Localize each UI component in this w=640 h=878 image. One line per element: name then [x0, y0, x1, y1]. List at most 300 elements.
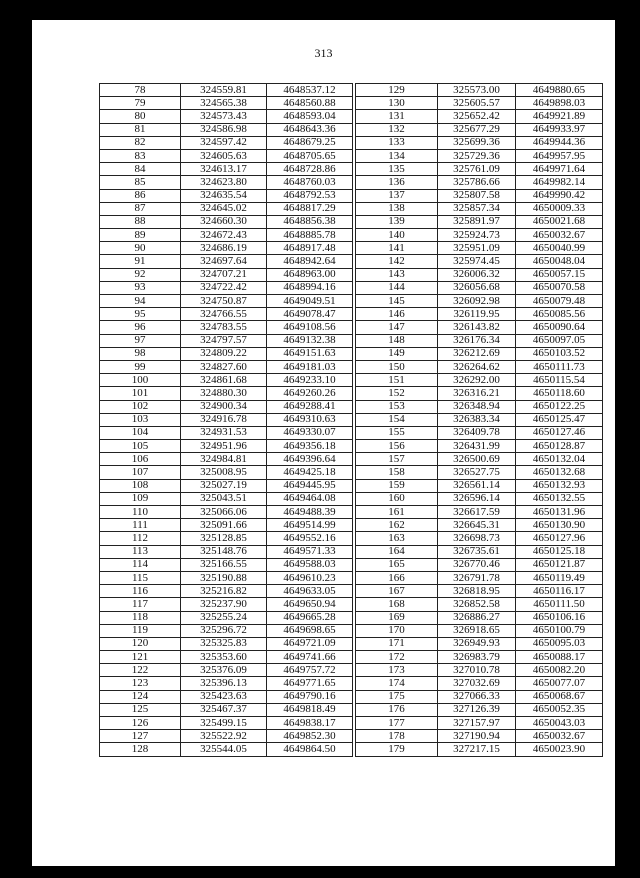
- x-coordinate-cell: 325325.83: [181, 637, 267, 650]
- x-coordinate-cell: 326348.94: [438, 400, 516, 413]
- table-row: [356, 308, 603, 321]
- y-coordinate-cell: 4649665.28: [267, 611, 353, 624]
- x-coordinate-cell: 326852.58: [438, 598, 516, 611]
- point-number-cell: 121: [100, 651, 181, 664]
- point-number-cell: 109: [100, 492, 181, 505]
- table-row: [100, 374, 353, 387]
- point-number-cell: 85: [100, 176, 181, 189]
- y-coordinate-cell: 4650048.04: [516, 255, 603, 268]
- table-row: [100, 466, 353, 479]
- table-row: [100, 202, 353, 215]
- point-number-cell: 154: [356, 413, 438, 426]
- x-coordinate-cell: 326698.73: [438, 532, 516, 545]
- point-number-cell: 170: [356, 624, 438, 637]
- point-number-cell: 167: [356, 585, 438, 598]
- point-number-cell: 129: [356, 84, 438, 97]
- x-coordinate-cell: 327126.39: [438, 703, 516, 716]
- point-number-cell: 112: [100, 532, 181, 545]
- table-row: [100, 321, 353, 334]
- point-number-cell: 78: [100, 84, 181, 97]
- table-row: [100, 637, 353, 650]
- table-row: [100, 717, 353, 730]
- x-coordinate-cell: 324559.81: [181, 84, 267, 97]
- y-coordinate-cell: 4649650.94: [267, 598, 353, 611]
- point-number-cell: 107: [100, 466, 181, 479]
- table-row: [356, 585, 603, 598]
- x-coordinate-cell: 325353.60: [181, 651, 267, 664]
- x-coordinate-cell: 326561.14: [438, 479, 516, 492]
- x-coordinate-cell: 326176.34: [438, 334, 516, 347]
- x-coordinate-cell: 325699.36: [438, 136, 516, 149]
- table-row: [356, 466, 603, 479]
- table-row: [356, 426, 603, 439]
- y-coordinate-cell: 4650082.20: [516, 664, 603, 677]
- y-coordinate-cell: 4649233.10: [267, 374, 353, 387]
- y-coordinate-cell: 4649288.41: [267, 400, 353, 413]
- point-number-cell: 148: [356, 334, 438, 347]
- table-row: [100, 611, 353, 624]
- y-coordinate-cell: 4650040.99: [516, 242, 603, 255]
- point-number-cell: 108: [100, 479, 181, 492]
- table-row: [356, 519, 603, 532]
- y-coordinate-cell: 4648885.78: [267, 229, 353, 242]
- y-coordinate-cell: 4649898.03: [516, 97, 603, 110]
- table-row: [100, 585, 353, 598]
- x-coordinate-cell: 324613.17: [181, 163, 267, 176]
- point-number-cell: 151: [356, 374, 438, 387]
- y-coordinate-cell: 4648679.25: [267, 136, 353, 149]
- x-coordinate-cell: 325027.19: [181, 479, 267, 492]
- y-coordinate-cell: 4649260.26: [267, 387, 353, 400]
- x-coordinate-cell: 324931.53: [181, 426, 267, 439]
- x-coordinate-cell: 326383.34: [438, 413, 516, 426]
- point-number-cell: 153: [356, 400, 438, 413]
- point-number-cell: 136: [356, 176, 438, 189]
- table-row: [356, 453, 603, 466]
- y-coordinate-cell: 4649464.08: [267, 492, 353, 505]
- point-number-cell: 101: [100, 387, 181, 400]
- x-coordinate-cell: 326645.31: [438, 519, 516, 532]
- point-number-cell: 122: [100, 664, 181, 677]
- x-coordinate-cell: 325729.36: [438, 149, 516, 162]
- table-row: [356, 664, 603, 677]
- y-coordinate-cell: 4649132.38: [267, 334, 353, 347]
- y-coordinate-cell: 4649957.95: [516, 149, 603, 162]
- table-row: [356, 440, 603, 453]
- table-row: [100, 426, 353, 439]
- table-row: [356, 743, 603, 756]
- point-number-cell: 137: [356, 189, 438, 202]
- table-row: [356, 136, 603, 149]
- x-coordinate-cell: 325091.66: [181, 519, 267, 532]
- y-coordinate-cell: 4649151.63: [267, 347, 353, 360]
- point-number-cell: 163: [356, 532, 438, 545]
- point-number-cell: 146: [356, 308, 438, 321]
- x-coordinate-cell: 324861.68: [181, 374, 267, 387]
- table-row: [356, 281, 603, 294]
- point-number-cell: 172: [356, 651, 438, 664]
- y-coordinate-cell: 4649771.65: [267, 677, 353, 690]
- point-number-cell: 92: [100, 268, 181, 281]
- table-row: [100, 598, 353, 611]
- y-coordinate-cell: 4648728.86: [267, 163, 353, 176]
- y-coordinate-cell: 4648817.29: [267, 202, 353, 215]
- point-number-cell: 98: [100, 347, 181, 360]
- point-number-cell: 106: [100, 453, 181, 466]
- point-number-cell: 169: [356, 611, 438, 624]
- point-number-cell: 144: [356, 281, 438, 294]
- y-coordinate-cell: 4650118.60: [516, 387, 603, 400]
- point-number-cell: 174: [356, 677, 438, 690]
- table-row: [100, 163, 353, 176]
- y-coordinate-cell: 4649838.17: [267, 717, 353, 730]
- x-coordinate-cell: 325573.00: [438, 84, 516, 97]
- y-coordinate-cell: 4648856.38: [267, 215, 353, 228]
- x-coordinate-cell: 324686.19: [181, 242, 267, 255]
- point-number-cell: 156: [356, 440, 438, 453]
- y-coordinate-cell: 4649944.36: [516, 136, 603, 149]
- point-number-cell: 173: [356, 664, 438, 677]
- y-coordinate-cell: 4650088.17: [516, 651, 603, 664]
- x-coordinate-cell: 326886.27: [438, 611, 516, 624]
- y-coordinate-cell: 4650043.03: [516, 717, 603, 730]
- x-coordinate-cell: 325891.97: [438, 215, 516, 228]
- x-coordinate-cell: 325652.42: [438, 110, 516, 123]
- x-coordinate-cell: 326818.95: [438, 585, 516, 598]
- x-coordinate-cell: 326791.78: [438, 571, 516, 584]
- table-row: [100, 176, 353, 189]
- y-coordinate-cell: 4650052.35: [516, 703, 603, 716]
- table-row: [356, 242, 603, 255]
- point-number-cell: 139: [356, 215, 438, 228]
- y-coordinate-cell: 4649425.18: [267, 466, 353, 479]
- x-coordinate-cell: 326056.68: [438, 281, 516, 294]
- point-number-cell: 134: [356, 149, 438, 162]
- y-coordinate-cell: 4650103.52: [516, 347, 603, 360]
- x-coordinate-cell: 324722.42: [181, 281, 267, 294]
- table-row: [356, 334, 603, 347]
- table-row: [100, 743, 353, 756]
- y-coordinate-cell: 4650009.33: [516, 202, 603, 215]
- y-coordinate-cell: 4649864.50: [267, 743, 353, 756]
- table-row: [356, 730, 603, 743]
- document-page: [32, 20, 615, 866]
- y-coordinate-cell: 4650119.49: [516, 571, 603, 584]
- x-coordinate-cell: 324660.30: [181, 215, 267, 228]
- point-number-cell: 132: [356, 123, 438, 136]
- table-row: [100, 690, 353, 703]
- table-row: [100, 360, 353, 373]
- x-coordinate-cell: 325951.09: [438, 242, 516, 255]
- point-number-cell: 178: [356, 730, 438, 743]
- y-coordinate-cell: 4648917.48: [267, 242, 353, 255]
- y-coordinate-cell: 4649330.07: [267, 426, 353, 439]
- x-coordinate-cell: 325499.15: [181, 717, 267, 730]
- point-number-cell: 116: [100, 585, 181, 598]
- point-number-cell: 158: [356, 466, 438, 479]
- table-row: [100, 703, 353, 716]
- point-number-cell: 88: [100, 215, 181, 228]
- point-number-cell: 165: [356, 558, 438, 571]
- point-number-cell: 168: [356, 598, 438, 611]
- table-row: [100, 268, 353, 281]
- y-coordinate-cell: 4649571.33: [267, 545, 353, 558]
- y-coordinate-cell: 4650132.55: [516, 492, 603, 505]
- point-number-cell: 179: [356, 743, 438, 756]
- y-coordinate-cell: 4650023.90: [516, 743, 603, 756]
- x-coordinate-cell: 324951.96: [181, 440, 267, 453]
- table-row: [356, 176, 603, 189]
- table-row: [100, 334, 353, 347]
- y-coordinate-cell: 4650121.87: [516, 558, 603, 571]
- x-coordinate-cell: 324900.34: [181, 400, 267, 413]
- table-row: [100, 308, 353, 321]
- y-coordinate-cell: 4650127.96: [516, 532, 603, 545]
- point-number-cell: 152: [356, 387, 438, 400]
- table-row: [100, 123, 353, 136]
- x-coordinate-cell: 324916.78: [181, 413, 267, 426]
- point-number-cell: 103: [100, 413, 181, 426]
- y-coordinate-cell: 4649514.99: [267, 519, 353, 532]
- y-coordinate-cell: 4650095.03: [516, 637, 603, 650]
- x-coordinate-cell: 324809.22: [181, 347, 267, 360]
- table-row: [100, 677, 353, 690]
- x-coordinate-cell: 325605.57: [438, 97, 516, 110]
- table-row: [100, 229, 353, 242]
- y-coordinate-cell: 4649310.63: [267, 413, 353, 426]
- point-number-cell: 86: [100, 189, 181, 202]
- table-row: [356, 545, 603, 558]
- y-coordinate-cell: 4650122.25: [516, 400, 603, 413]
- point-number-cell: 104: [100, 426, 181, 439]
- point-number-cell: 162: [356, 519, 438, 532]
- x-coordinate-cell: 326527.75: [438, 466, 516, 479]
- y-coordinate-cell: 4650115.54: [516, 374, 603, 387]
- table-row: [100, 545, 353, 558]
- table-row: [356, 255, 603, 268]
- x-coordinate-cell: 326770.46: [438, 558, 516, 571]
- y-coordinate-cell: 4650127.46: [516, 426, 603, 439]
- table-row: [100, 558, 353, 571]
- table-row: [356, 321, 603, 334]
- point-number-cell: 118: [100, 611, 181, 624]
- point-number-cell: 161: [356, 506, 438, 519]
- table-row: [100, 730, 353, 743]
- y-coordinate-cell: 4649445.95: [267, 479, 353, 492]
- y-coordinate-cell: 4650032.67: [516, 229, 603, 242]
- table-row: [100, 281, 353, 294]
- y-coordinate-cell: 4649757.72: [267, 664, 353, 677]
- table-row: [356, 479, 603, 492]
- point-number-cell: 87: [100, 202, 181, 215]
- point-number-cell: 94: [100, 295, 181, 308]
- x-coordinate-cell: 325043.51: [181, 492, 267, 505]
- table-row: [100, 136, 353, 149]
- point-number-cell: 131: [356, 110, 438, 123]
- point-number-cell: 81: [100, 123, 181, 136]
- table-row: [100, 400, 353, 413]
- table-row: [100, 242, 353, 255]
- x-coordinate-cell: 325807.58: [438, 189, 516, 202]
- y-coordinate-cell: 4650106.16: [516, 611, 603, 624]
- x-coordinate-cell: 326949.93: [438, 637, 516, 650]
- x-coordinate-cell: 326292.00: [438, 374, 516, 387]
- x-coordinate-cell: 325128.85: [181, 532, 267, 545]
- point-number-cell: 114: [100, 558, 181, 571]
- table-row: [100, 664, 353, 677]
- y-coordinate-cell: 4650097.05: [516, 334, 603, 347]
- x-coordinate-cell: 324623.80: [181, 176, 267, 189]
- x-coordinate-cell: 325166.55: [181, 558, 267, 571]
- table-row: [100, 189, 353, 202]
- point-number-cell: 145: [356, 295, 438, 308]
- table-row: [356, 717, 603, 730]
- y-coordinate-cell: 4650090.64: [516, 321, 603, 334]
- table-row: [356, 558, 603, 571]
- point-number-cell: 102: [100, 400, 181, 413]
- y-coordinate-cell: 4649982.14: [516, 176, 603, 189]
- y-coordinate-cell: 4648963.00: [267, 268, 353, 281]
- table-row: [100, 97, 353, 110]
- table-row: [356, 413, 603, 426]
- x-coordinate-cell: 324672.43: [181, 229, 267, 242]
- point-number-cell: 93: [100, 281, 181, 294]
- coordinates-table-right: [355, 83, 603, 757]
- x-coordinate-cell: 325008.95: [181, 466, 267, 479]
- x-coordinate-cell: 325148.76: [181, 545, 267, 558]
- x-coordinate-cell: 324605.63: [181, 149, 267, 162]
- table-row: [100, 571, 353, 584]
- x-coordinate-cell: 325296.72: [181, 624, 267, 637]
- x-coordinate-cell: 326431.99: [438, 440, 516, 453]
- y-coordinate-cell: 4650068.67: [516, 690, 603, 703]
- x-coordinate-cell: 324783.55: [181, 321, 267, 334]
- point-number-cell: 110: [100, 506, 181, 519]
- x-coordinate-cell: 325216.82: [181, 585, 267, 598]
- point-number-cell: 79: [100, 97, 181, 110]
- y-coordinate-cell: 4650132.04: [516, 453, 603, 466]
- y-coordinate-cell: 4650079.48: [516, 295, 603, 308]
- point-number-cell: 89: [100, 229, 181, 242]
- table-row: [100, 149, 353, 162]
- x-coordinate-cell: 327157.97: [438, 717, 516, 730]
- table-row: [356, 598, 603, 611]
- y-coordinate-cell: 4650128.87: [516, 440, 603, 453]
- table-row: [356, 123, 603, 136]
- y-coordinate-cell: 4649921.89: [516, 110, 603, 123]
- point-number-cell: 171: [356, 637, 438, 650]
- table-row: [100, 453, 353, 466]
- y-coordinate-cell: 4648643.36: [267, 123, 353, 136]
- y-coordinate-cell: 4650132.93: [516, 479, 603, 492]
- point-number-cell: 127: [100, 730, 181, 743]
- point-number-cell: 140: [356, 229, 438, 242]
- point-number-cell: 111: [100, 519, 181, 532]
- y-coordinate-cell: 4649356.18: [267, 440, 353, 453]
- point-number-cell: 120: [100, 637, 181, 650]
- table-row: [100, 624, 353, 637]
- point-number-cell: 105: [100, 440, 181, 453]
- point-number-cell: 99: [100, 360, 181, 373]
- point-number-cell: 82: [100, 136, 181, 149]
- y-coordinate-cell: 4649396.64: [267, 453, 353, 466]
- x-coordinate-cell: 326735.61: [438, 545, 516, 558]
- table-row: [100, 532, 353, 545]
- y-coordinate-cell: 4648792.53: [267, 189, 353, 202]
- y-coordinate-cell: 4649880.65: [516, 84, 603, 97]
- y-coordinate-cell: 4648942.64: [267, 255, 353, 268]
- y-coordinate-cell: 4650132.68: [516, 466, 603, 479]
- point-number-cell: 126: [100, 717, 181, 730]
- point-number-cell: 135: [356, 163, 438, 176]
- x-coordinate-cell: 326596.14: [438, 492, 516, 505]
- table-row: [356, 677, 603, 690]
- x-coordinate-cell: 324750.87: [181, 295, 267, 308]
- point-number-cell: 96: [100, 321, 181, 334]
- y-coordinate-cell: 4649852.30: [267, 730, 353, 743]
- table-row: [100, 479, 353, 492]
- point-number-cell: 123: [100, 677, 181, 690]
- x-coordinate-cell: 325467.37: [181, 703, 267, 716]
- point-number-cell: 133: [356, 136, 438, 149]
- table-row: [100, 215, 353, 228]
- y-coordinate-cell: 4650111.50: [516, 598, 603, 611]
- y-coordinate-cell: 4649588.03: [267, 558, 353, 571]
- point-number-cell: 130: [356, 97, 438, 110]
- table-row: [100, 387, 353, 400]
- point-number-cell: 150: [356, 360, 438, 373]
- point-number-cell: 124: [100, 690, 181, 703]
- x-coordinate-cell: 326983.79: [438, 651, 516, 664]
- y-coordinate-cell: 4649971.64: [516, 163, 603, 176]
- x-coordinate-cell: 326006.32: [438, 268, 516, 281]
- x-coordinate-cell: 324766.55: [181, 308, 267, 321]
- table-row: [356, 690, 603, 703]
- point-number-cell: 117: [100, 598, 181, 611]
- y-coordinate-cell: 4648705.65: [267, 149, 353, 162]
- x-coordinate-cell: 325396.13: [181, 677, 267, 690]
- y-coordinate-cell: 4650100.79: [516, 624, 603, 637]
- table-row: [356, 202, 603, 215]
- table-row: [356, 215, 603, 228]
- x-coordinate-cell: 326119.95: [438, 308, 516, 321]
- point-number-cell: 143: [356, 268, 438, 281]
- table-row: [100, 347, 353, 360]
- table-row: [356, 84, 603, 97]
- y-coordinate-cell: 4650077.07: [516, 677, 603, 690]
- point-number-cell: 176: [356, 703, 438, 716]
- point-number-cell: 155: [356, 426, 438, 439]
- x-coordinate-cell: 324635.54: [181, 189, 267, 202]
- y-coordinate-cell: 4649990.42: [516, 189, 603, 202]
- table-row: [356, 703, 603, 716]
- y-coordinate-cell: 4649818.49: [267, 703, 353, 716]
- y-coordinate-cell: 4649721.09: [267, 637, 353, 650]
- point-number-cell: 128: [100, 743, 181, 756]
- table-row: [356, 110, 603, 123]
- x-coordinate-cell: 327066.33: [438, 690, 516, 703]
- x-coordinate-cell: 324586.98: [181, 123, 267, 136]
- point-number-cell: 113: [100, 545, 181, 558]
- y-coordinate-cell: 4649108.56: [267, 321, 353, 334]
- table-row: [356, 611, 603, 624]
- point-number-cell: 84: [100, 163, 181, 176]
- point-number-cell: 125: [100, 703, 181, 716]
- table-row: [100, 651, 353, 664]
- x-coordinate-cell: 325857.34: [438, 202, 516, 215]
- y-coordinate-cell: 4648560.88: [267, 97, 353, 110]
- y-coordinate-cell: 4649610.23: [267, 571, 353, 584]
